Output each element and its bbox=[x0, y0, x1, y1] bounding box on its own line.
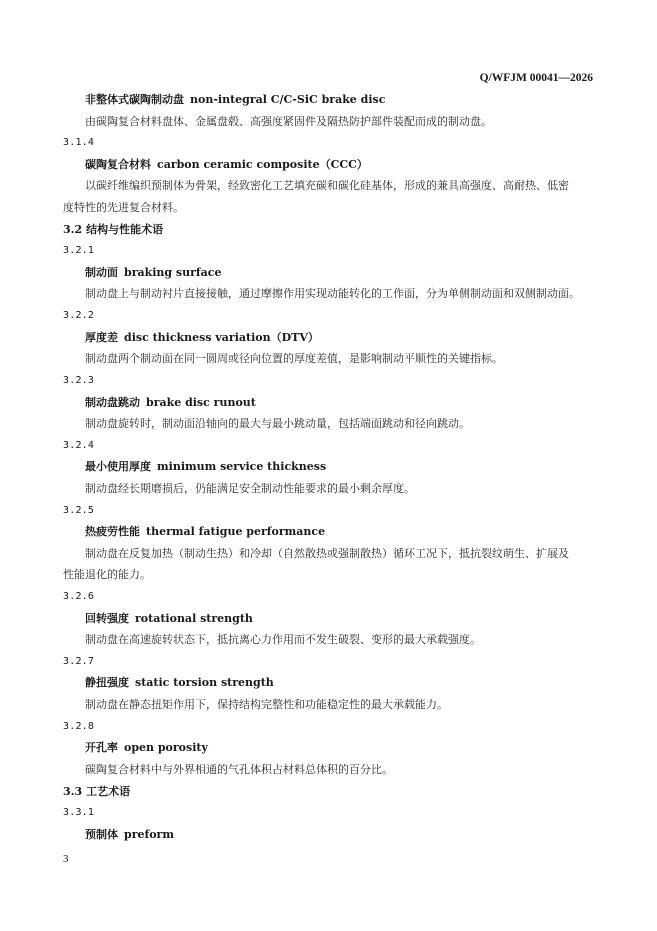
term-english: non-integral C/C-SiC brake disc bbox=[190, 93, 386, 106]
term-chinese: 碳陶复合材料 bbox=[85, 157, 151, 171]
term-chinese: 最小使用厚度 bbox=[85, 460, 151, 474]
clause-number: 3.2.8 bbox=[63, 720, 95, 732]
clause-number: 3.2.1 bbox=[63, 245, 95, 257]
definition-continuation: 度特性的先进复合材料。 bbox=[63, 201, 184, 215]
term-english: open porosity bbox=[124, 741, 208, 755]
term-chinese: 制动面 bbox=[85, 265, 118, 279]
clause-number: 3.2.6 bbox=[63, 591, 95, 603]
term-chinese: 厚度差 bbox=[85, 330, 118, 344]
clause-number: 3.1.4 bbox=[63, 137, 95, 149]
term-heading bbox=[63, 521, 599, 543]
clause-number: 3.2.7 bbox=[63, 655, 95, 667]
term-chinese: 预制体 bbox=[85, 827, 118, 841]
term-english: brake disc runout bbox=[146, 395, 256, 409]
term-english: thermal fatigue performance bbox=[146, 525, 326, 539]
clause-number: 3.2.2 bbox=[63, 310, 95, 322]
term-chinese: 制动盘跳动 bbox=[85, 395, 140, 409]
definition-text: 制动盘在高速旋转状态下，抵抗离心力作用而不发生破裂、变形的最大承载强度。 bbox=[85, 633, 481, 647]
term-chinese: 静扭强度 bbox=[85, 676, 129, 690]
document-code: Q/WFJM 00041—2026 bbox=[479, 72, 593, 84]
term-heading bbox=[63, 392, 599, 414]
term-heading bbox=[63, 672, 599, 694]
section-number: 3.3 bbox=[63, 784, 83, 798]
term-heading bbox=[63, 608, 599, 630]
definition-text: 制动盘上与制动衬片直接接触，通过摩擦作用实现动能转化的工作面，分为单侧制动面和双侧制动面。 bbox=[85, 287, 580, 301]
section-number: 3.2 bbox=[63, 222, 83, 236]
section-title: 工艺术语 bbox=[86, 784, 131, 798]
term-chinese: 热疲劳性能 bbox=[85, 525, 140, 539]
term-chinese: 开孔率 bbox=[85, 741, 118, 755]
term-heading bbox=[63, 154, 599, 176]
section-heading bbox=[63, 781, 599, 803]
term-heading bbox=[63, 737, 599, 759]
clause-number: 3.2.4 bbox=[63, 439, 95, 451]
term-heading bbox=[63, 456, 599, 478]
definition-text: 制动盘经长期磨损后，仍能满足安全制动性能要求的最小剩余厚度。 bbox=[85, 481, 415, 495]
term-english: disc thickness variation（DTV） bbox=[124, 330, 319, 344]
terms-content bbox=[63, 89, 599, 845]
clause-number: 3.2.5 bbox=[63, 504, 95, 516]
definition-text: 以碳纤维编织预制体为骨架，经致密化工艺填充碳和碳化硅基体，形成的兼具高强度、高耐热、低密 bbox=[85, 179, 569, 193]
term-english: minimum service thickness bbox=[157, 460, 327, 474]
clause-number: 3.2.3 bbox=[63, 374, 95, 386]
term-heading bbox=[63, 262, 599, 284]
term-heading bbox=[63, 327, 599, 349]
term-chinese: 非整体式碳陶制动盘 bbox=[85, 93, 184, 106]
page-number: 3 bbox=[63, 853, 69, 865]
definition-text: 制动盘在反复加热（制动生热）和冷却（自然散热或强制散热）循环工况下，抵抗裂纹萌生、扩展及 bbox=[85, 546, 569, 560]
term-english: static torsion strength bbox=[135, 676, 274, 690]
section-title: 结构与性能术语 bbox=[86, 222, 164, 236]
term-heading bbox=[63, 89, 599, 111]
definition-text: 由碳陶复合材料盘体、金属盘毂、高强度紧固件及隔热防护部件装配而成的制动盘。 bbox=[85, 114, 492, 128]
term-english: braking surface bbox=[124, 265, 222, 279]
term-chinese: 回转强度 bbox=[85, 611, 129, 625]
term-english: preform bbox=[124, 827, 174, 841]
definition-text: 碳陶复合材料中与外界相通的气孔体积占材料总体积的百分比。 bbox=[85, 762, 393, 776]
term-english: rotational strength bbox=[135, 611, 253, 625]
definition-text: 制动盘在静态扭矩作用下，保持结构完整性和功能稳定性的最大承载能力。 bbox=[85, 698, 448, 712]
definition-text: 制动盘旋转时，制动面沿轴向的最大与最小跳动量，包括端面跳动和径向跳动。 bbox=[85, 417, 470, 431]
clause-number: 3.3.1 bbox=[63, 807, 95, 819]
term-heading bbox=[63, 824, 599, 846]
definition-text: 制动盘两个制动面在同一圆周或径向位置的厚度差值，是影响制动平顺性的关键指标。 bbox=[85, 352, 503, 366]
definition-continuation: 性能退化的能力。 bbox=[63, 568, 151, 582]
section-heading bbox=[63, 219, 599, 241]
term-english: carbon ceramic composite（CCC） bbox=[157, 157, 368, 171]
